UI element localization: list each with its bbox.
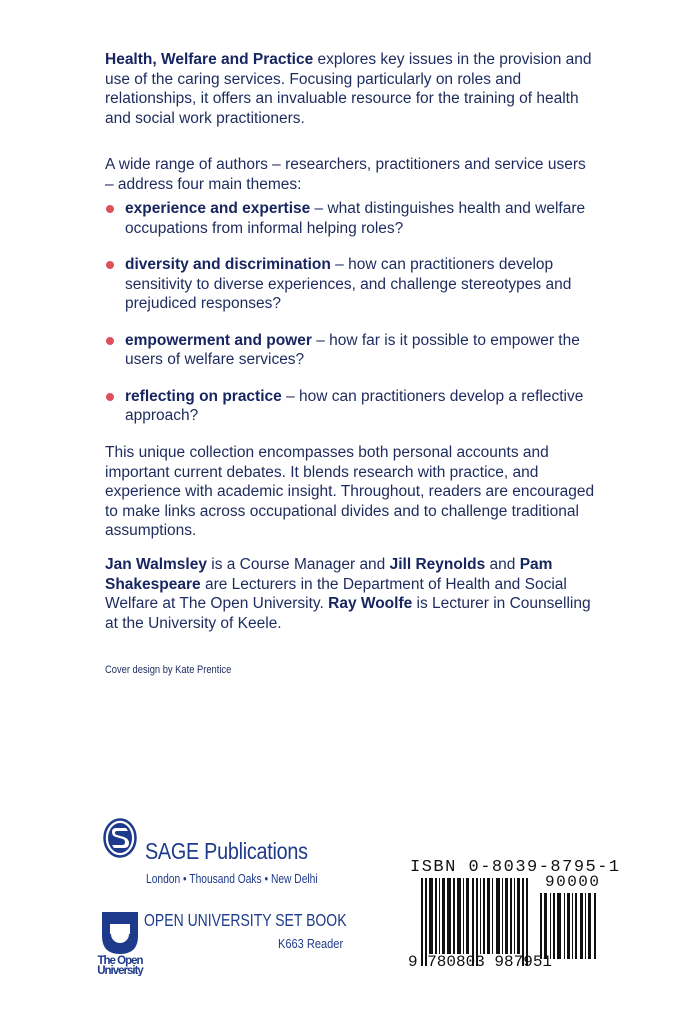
publisher-name: SAGE Publications [145, 838, 308, 864]
bullet-dot-icon [106, 393, 114, 401]
author-text: is a Course Manager and [206, 556, 390, 573]
theme-text: – what distinguishes health and welfare occupations from informal helping roles? [125, 200, 586, 237]
svg-text:The Open: The Open [97, 955, 143, 967]
sage-s-logo-icon [103, 818, 137, 858]
authors-paragraph [105, 555, 595, 633]
themes-intro: A wide range of authors – researchers, practitioners and service users – address four main themes: [105, 156, 586, 193]
theme-item [105, 387, 595, 426]
theme-text: – how far is it possible to empower the users of welfare services? [125, 331, 580, 368]
publisher-cities: London • Thousand Oaks • New Delhi [146, 872, 318, 886]
collection-paragraph: This unique collection encompasses both personal accounts and important current debates. It blends research with practice, and experience with academic insight. Throughout, readers are encouraged to make links across occupational divides and to challenge traditional assumptions. [105, 444, 595, 539]
intro-text: explores key issues in the provision and use of the caring services. Focusing particularly on roles and relationships, it offers an invaluable resource for the training of health and social work practitioners. [105, 51, 592, 127]
author-text: is Lecturer in Counselling at the University of Keele. [105, 595, 591, 632]
author-name: Jill Reynolds [389, 556, 486, 573]
svg-text:University: University [97, 965, 143, 976]
bullet-dot-icon [106, 261, 114, 269]
bullet-dot-icon [106, 337, 114, 345]
price-addon-number: 90000 [545, 873, 601, 891]
addon-barcode [540, 893, 598, 959]
isbn-number: ISBN 0-8039-8795-1 [410, 858, 621, 877]
bullet-dot-icon [106, 205, 114, 213]
theme-title: reflecting on practice [125, 387, 282, 405]
author-name: Ray Woolfe [328, 595, 413, 612]
theme-item [105, 199, 595, 238]
intro-paragraph [105, 50, 595, 128]
theme-item [105, 331, 595, 370]
theme-title: empowerment and power [125, 331, 312, 349]
theme-title: diversity and discrimination [125, 256, 331, 273]
ean-number: 9 780803 987951 [408, 953, 553, 971]
author-name: Jan Walmsley [105, 556, 207, 573]
theme-text: – how can practitioners develop a reflective approach? [125, 387, 584, 424]
author-text: and [485, 556, 520, 573]
set-book-label: OPEN UNIVERSITY SET BOOK [144, 910, 347, 930]
theme-text: – how can practitioners develop sensitivity to diverse experiences, and challenge stereotypes and prejudiced responses? [125, 256, 572, 312]
reader-code: K663 Reader [278, 936, 344, 951]
open-university-shield-icon [92, 910, 148, 976]
themes-list [105, 199, 595, 443]
cover-credit: Cover design by Kate Prentice [105, 664, 232, 676]
book-title: Health, Welfare and Practice [105, 51, 314, 68]
theme-title: experience and expertise [125, 200, 311, 217]
author-name: Pam Shakespeare [105, 556, 553, 593]
author-text: are Lecturers in the Department of Health and Social Welfare at The Open University. [105, 575, 567, 612]
theme-item [105, 255, 595, 314]
